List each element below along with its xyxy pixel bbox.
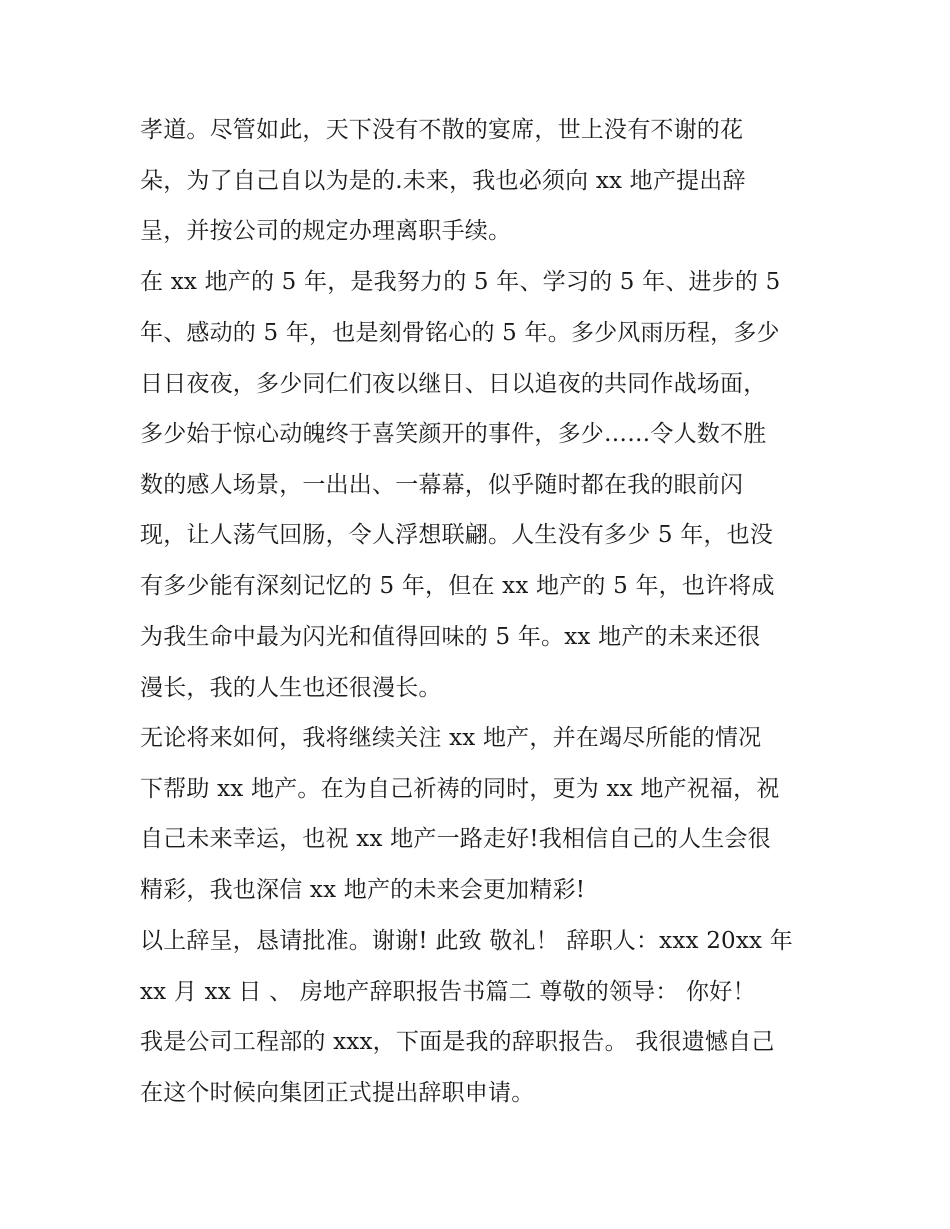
text-line: 呈，并按公司的规定办理离职手续。 xyxy=(140,218,512,244)
text-line: 在这个时候向集团正式提出辞职申请。 xyxy=(140,1080,535,1106)
text-line: 以上辞呈，恳请批准。谢谢! 此致 敬礼！ 辞职人：xxx 20xx 年 xyxy=(140,928,793,954)
text-line: 年、感动的 5 年，也是刻骨铭心的 5 年。多少风雨历程，多少 xyxy=(140,320,780,346)
text-line: 日日夜夜，多少同仁们夜以继日、日以追夜的共同作战场面， xyxy=(140,371,767,397)
text-line: 我是公司工程部的 xxx，下面是我的辞职报告。 我很遗憾自己 xyxy=(140,1029,775,1055)
text-line: 精彩，我也深信 xx 地产的未来会更加精彩! xyxy=(140,877,586,903)
text-line: 为我生命中最为闪光和值得回味的 5 年。xx 地产的未来还很 xyxy=(140,624,761,650)
text-line: 无论将来如何，我将继续关注 xx 地产，并在竭尽所能的情况 xyxy=(140,725,762,751)
text-line: 自己未来幸运，也祝 xx 地产一路走好!我相信自己的人生会很 xyxy=(140,826,771,852)
text-line: 在 xx 地产的 5 年，是我努力的 5 年、学习的 5 年、进步的 5 xyxy=(140,269,781,295)
text-line: 下帮助 xx 地产。在为自己祈祷的同时，更为 xx 地产祝福，祝 xyxy=(140,776,780,802)
text-line: 朵，为了自己自以为是的.未来，我也必须向 xx 地产提出辞 xyxy=(140,168,746,194)
text-line: 现，让人荡气回肠，令人浮想联翩。人生没有多少 5 年，也没 xyxy=(140,522,774,548)
text-line: 有多少能有深刻记忆的 5 年，但在 xx 地产的 5 年，也许将成 xyxy=(140,573,775,599)
text-line: 多少始于惊心动魄终于喜笑颜开的事件，多少……令人数不胜 xyxy=(140,421,767,447)
text-line: xx 月 xx 日 、 房地产辞职报告书篇二 尊敬的领导： 你好！ xyxy=(140,979,756,1005)
text-line: 数的感人场景，一出出、一幕幕，似乎随时都在我的眼前闪 xyxy=(140,472,744,498)
text-line: 漫长，我的人生也还很漫长。 xyxy=(140,675,442,701)
text-line: 孝道。尽管如此，天下没有不散的宴席，世上没有不谢的花 xyxy=(140,117,744,143)
